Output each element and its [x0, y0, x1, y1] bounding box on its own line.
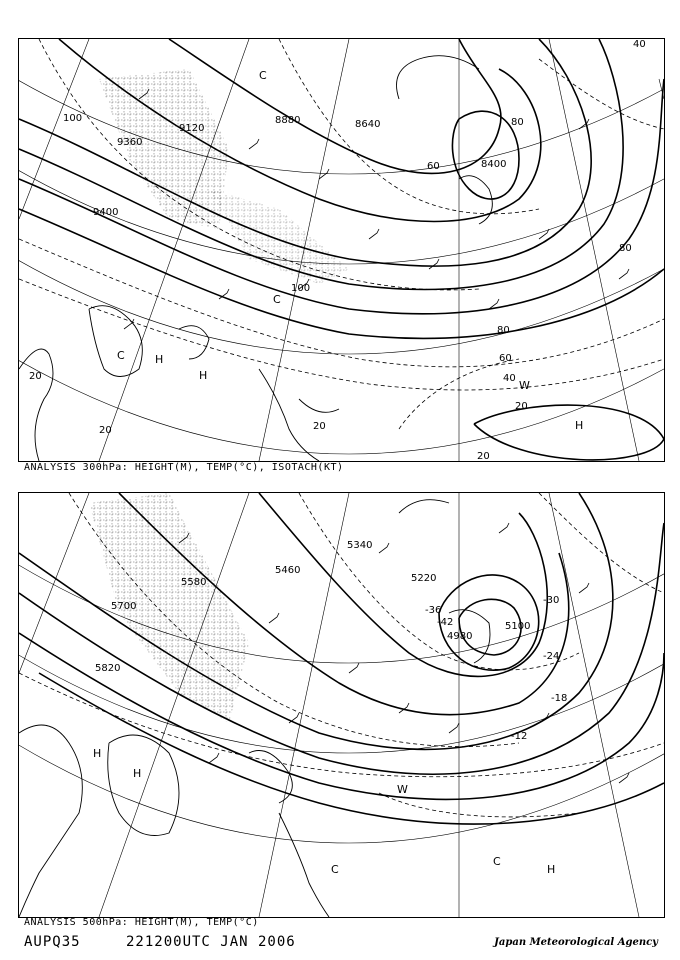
agency-credit: Japan Meteorological Agency	[494, 937, 658, 948]
height-label: 5100	[505, 621, 531, 632]
low-center-symbol: C	[259, 69, 267, 82]
temp-label: -30	[543, 595, 560, 606]
height-label: 5460	[275, 565, 301, 576]
high-center-symbol: H	[133, 767, 142, 780]
jet-core-hatched-area-2	[209, 189, 349, 284]
height-label: 8880	[275, 115, 301, 126]
height-label: 5580	[181, 577, 207, 588]
caption-300hpa: ANALYSIS 300hPa: HEIGHT(M), TEMP(°C), ISOTACH(KT)	[24, 462, 344, 473]
isotach-label: 100	[63, 113, 83, 124]
isotach-label: 40	[503, 373, 516, 384]
low-center-symbol: C	[493, 855, 501, 868]
isotach-label: 80	[619, 243, 632, 254]
low-center-symbol: C	[331, 863, 339, 876]
analysis-300hpa-map	[18, 38, 665, 462]
height-label: 4980	[447, 631, 473, 642]
warm-center-symbol: W	[519, 379, 530, 392]
height-label: 5820	[95, 663, 121, 674]
temp-label: -18	[551, 693, 568, 704]
temp-label: -36	[425, 605, 442, 616]
low-center-symbol: C	[117, 349, 125, 362]
high-center-symbol: H	[199, 369, 208, 382]
isotach-label: 20	[313, 421, 326, 432]
valid-time: 221200UTC JAN 2006	[126, 934, 296, 950]
isotach-label: 60	[427, 161, 440, 172]
isotach-label: 40	[633, 39, 646, 50]
high-center-symbol: H	[575, 419, 584, 432]
isotach-label: 60	[499, 353, 512, 364]
caption-500hpa: ANALYSIS 500hPa: HEIGHT(M), TEMP(°C)	[24, 917, 259, 928]
isotach-label: 20	[29, 371, 42, 382]
map-500hpa-drawing	[19, 493, 664, 917]
isotach-label: 80	[497, 325, 510, 336]
map-300hpa-drawing	[19, 39, 664, 461]
height-label: 9120	[179, 123, 205, 134]
low-center-symbol: C	[273, 293, 281, 306]
isotach-label: 100	[291, 283, 311, 294]
height-label: 9400	[93, 207, 119, 218]
isotach-label: 20	[515, 401, 528, 412]
analysis-500hpa-map	[18, 492, 665, 918]
warm-center-symbol: W	[397, 783, 408, 796]
coastlines	[19, 500, 490, 917]
height-label: 5340	[347, 540, 373, 551]
chart-code: AUPQ35	[24, 934, 81, 950]
jet-core-hatched-area	[99, 69, 229, 229]
high-center-symbol: H	[155, 353, 164, 366]
isotach-label: 20	[477, 451, 490, 461]
height-label: 8640	[355, 119, 381, 130]
temp-label: -12	[511, 731, 528, 742]
height-label: 8400	[481, 159, 507, 170]
height-label: 5220	[411, 573, 437, 584]
isotach-label: 20	[99, 425, 112, 436]
isotach-label: 80	[511, 117, 524, 128]
high-center-symbol: H	[547, 863, 556, 876]
height-label: 9360	[117, 137, 143, 148]
height-label: 5700	[111, 601, 137, 612]
temp-label: -42	[437, 617, 454, 628]
temp-label: -24	[543, 651, 560, 662]
high-center-symbol: H	[93, 747, 102, 760]
